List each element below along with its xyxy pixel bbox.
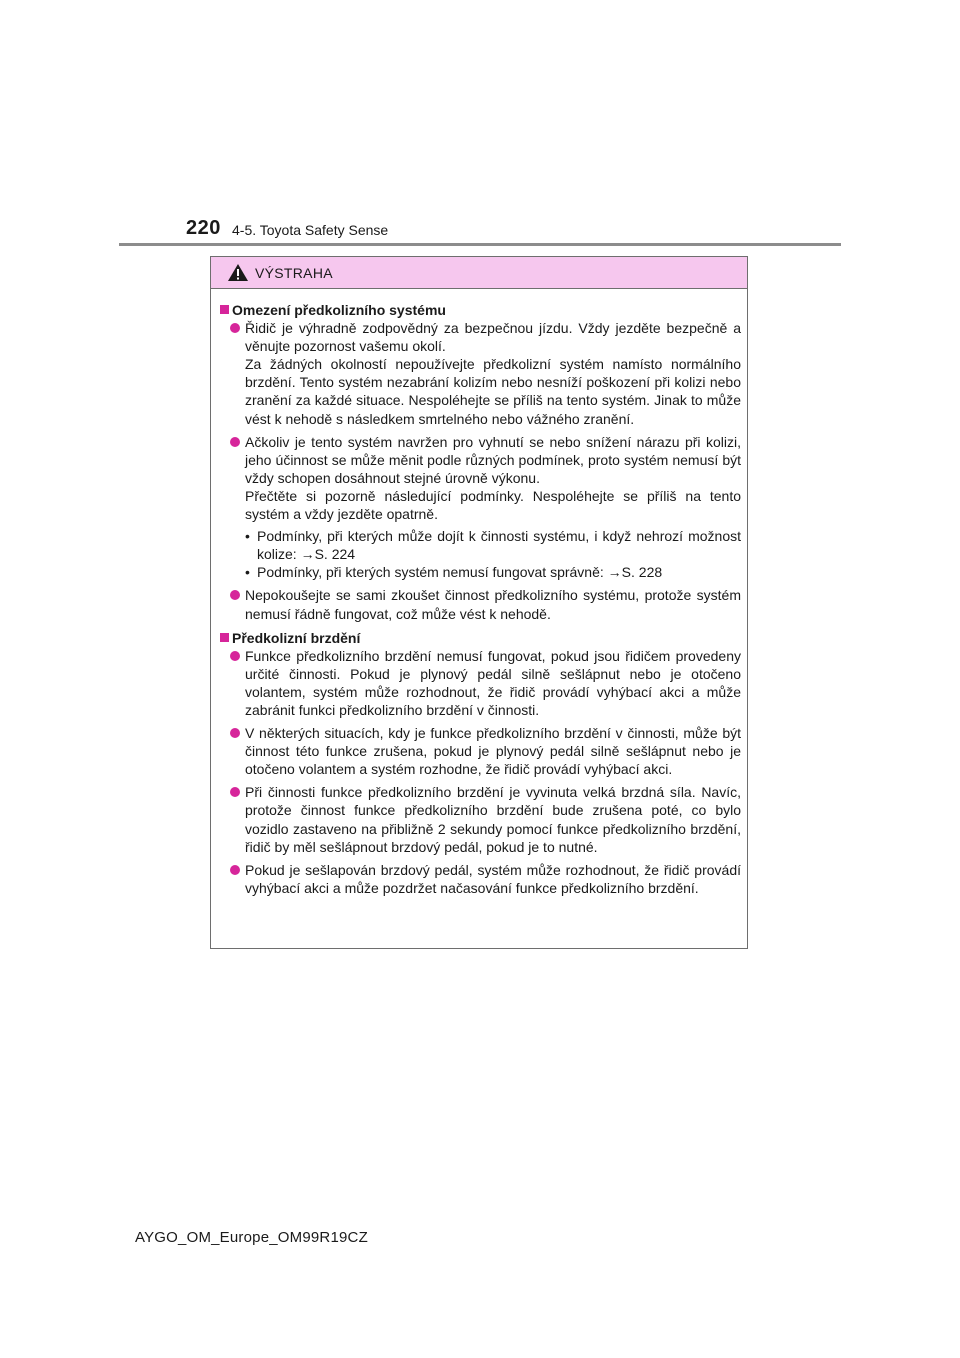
bullet-paragraph: Přečtěte si pozorně následující podmínky. Nespoléhejte se příliš na tento systém a vždy jezděte opatrně.	[245, 487, 741, 523]
bullet-item	[220, 586, 741, 622]
topic-heading	[220, 629, 741, 647]
topic-heading	[220, 301, 741, 319]
circle-bullet-icon	[230, 787, 240, 797]
bullet-content	[245, 783, 741, 855]
bullet-item	[220, 647, 741, 719]
document-id: AYGO_OM_Europe_OM99R19CZ	[135, 1229, 368, 1246]
sub-item-text: Podmínky, při kterých může dojít k činnosti systému, i když nehrozí možnost kolize: →S. 224	[257, 528, 741, 563]
sub-list-item	[245, 563, 741, 581]
square-bullet-icon	[220, 305, 229, 314]
bullet-paragraph: Pokud je sešlapován brzdový pedál, systém může rozhodnout, že řidič provádí vyhýbací akci a může pozdržet načasování funkce předkolizního brzdění.	[245, 861, 741, 896]
warning-topic	[220, 629, 741, 897]
bullet-paragraph: Řidič je výhradně zodpovědný za bezpečnou jízdu. Vždy jezděte bezpečně a věnujte pozornost vašemu okolí.	[245, 320, 741, 355]
warning-body	[211, 289, 747, 897]
circle-bullet-icon	[230, 437, 240, 447]
page-number: 220	[186, 217, 221, 239]
topic-title: Omezení předkolizního systému	[232, 302, 446, 318]
warning-header	[211, 257, 747, 289]
bullet-paragraph: Ačkoliv je tento systém navržen pro vyhnutí se nebo snížení nárazu při kolizi, jeho účinnost se může měnit podle různých podmínek, proto systém nemusí být vždy schopen dosáhnout stejné úrovně výkonu.	[245, 433, 741, 486]
sub-item-text: Podmínky, při kterých systém nemusí fungovat správně: →S. 228	[257, 564, 663, 581]
bullet-paragraph: Funkce předkolizního brzdění nemusí fungovat, pokud jsou řidičem provedeny určité činnosti. Pokud je plynový pedál silně sešlápnut nebo je otočeno volantem, systém může rozhodnout, že řidič provádí vyhýbací akci a může zabránit funkci předkolizního brzdění v činnosti.	[245, 647, 741, 718]
section-title: 4-5. Toyota Safety Sense	[232, 222, 389, 238]
warning-label: VÝSTRAHA	[255, 264, 333, 281]
sub-list-item	[245, 527, 741, 563]
bullet-item	[220, 783, 741, 855]
sub-bullet-icon: •	[245, 564, 250, 581]
circle-bullet-icon	[230, 651, 240, 661]
sub-bullet-icon: •	[245, 528, 250, 545]
bullet-paragraph: V některých situacích, kdy je funkce předkolizního brzdění v činnosti, může být činnost této funkce zrušena, pokud je plynový pedál silně sešlápnut nebo je otočeno volantem a systém rozhodne, že řidič provádí vyhýbací akci.	[245, 725, 741, 778]
bullet-paragraph: Za žádných okolností nepoužívejte předkolizní systém namísto normálního brzdění. Tento systém nezabrání kolizím nebo nesníží poškození při kolizi nebo zranění za každé situace. Nespoléhejte se příliš na tento systém. Jinak to může vést k nehodě s následkem smrtelného nebo vážného zranění.	[245, 356, 741, 427]
bullet-paragraph: Při činnosti funkce předkolizního brzdění je vyvinuta velká brzdná síla. Navíc, protože činnost funkce předkolizního brzdění bude zrušena poté, co bylo vozidlo zastaveno na přibližně 2 sekundy pomocí funkce předkolizního brzdění, řidič by měl sešlápnout brzdový pedál, pokud je to nutné.	[245, 784, 741, 855]
bullet-content	[245, 724, 741, 778]
sub-list	[245, 527, 741, 581]
circle-bullet-icon	[230, 865, 240, 875]
bullet-content	[245, 319, 741, 428]
circle-bullet-icon	[230, 590, 240, 600]
bullet-paragraph: Nepokoušejte se sami zkoušet činnost předkolizního systému, protože systém nemusí řádně fungovat, což může vést k nehodě.	[245, 587, 741, 622]
bullet-item	[220, 724, 741, 778]
warning-topic	[220, 301, 741, 623]
bullet-content	[245, 861, 741, 897]
bullet-content	[245, 586, 741, 622]
warning-box	[210, 256, 748, 949]
bullet-item	[220, 433, 741, 582]
bullet-item	[220, 319, 741, 428]
bullet-item	[220, 861, 741, 897]
circle-bullet-icon	[230, 728, 240, 738]
square-bullet-icon	[220, 633, 229, 642]
circle-bullet-icon	[230, 323, 240, 333]
warning-triangle-icon	[227, 263, 249, 282]
topic-title: Předkolizní brzdění	[232, 629, 361, 646]
header-rule	[119, 243, 841, 246]
bullet-content	[245, 433, 741, 582]
bullet-content	[245, 647, 741, 719]
